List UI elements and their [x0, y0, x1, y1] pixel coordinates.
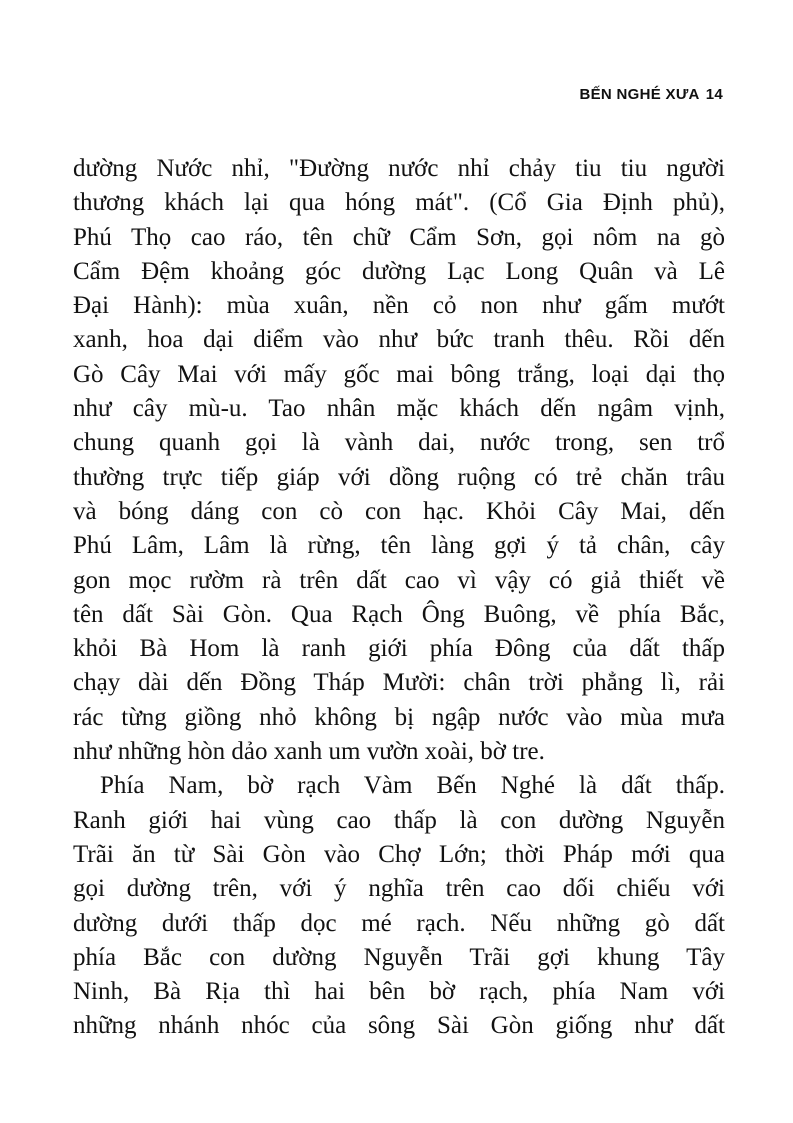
text-line: Phú Lâm, Lâm là rừng, tên làng gợi ý tả chân, cây — [73, 532, 725, 560]
text-line: dường Nước nhỉ, "Đường nước nhỉ chảy tiu tiu người — [73, 155, 725, 182]
page-number: 14 — [705, 86, 723, 103]
body-text — [73, 152, 725, 1044]
text-line: chung quanh gọi là vành dai, nước trong, sen trổ — [73, 429, 725, 457]
text-line: gọi dường trên, với ý nghĩa trên cao dối chiếu với — [73, 875, 725, 903]
text-line: khỏi Bà Hom là ranh giới phía Đông của dất thấp — [73, 635, 725, 663]
text-line: như những hòn dảo xanh um vườn xoài, bờ tre. — [73, 738, 545, 766]
text-line: tên dất Sài Gòn. Qua Rạch Ông Buông, về phía Bắc, — [73, 600, 725, 628]
running-header — [579, 86, 723, 103]
text-line: thương khách lại qua hóng mát". (Cổ Gia Định phủ), — [73, 189, 725, 217]
text-line: Phú Thọ cao ráo, tên chữ Cẩm Sơn, gọi nôm na gò — [73, 223, 725, 251]
text-line: Ranh giới hai vùng cao thấp là con dường Nguyễn — [73, 806, 725, 834]
text-line: dường dưới thấp dọc mé rạch. Nếu những gò dất — [73, 909, 725, 937]
text-line: Cẩm Đệm khoảng góc dường Lạc Long Quân và Lê — [73, 257, 725, 285]
text-line: Ninh, Bà Rịa thì hai bên bờ rạch, phía Nam với — [73, 978, 725, 1006]
text-line: xanh, hoa dại diểm vào như bức tranh thêu. Rồi dến — [73, 326, 725, 354]
text-line: gon mọc rườm rà trên dất cao vì vậy có giả thiết về — [73, 566, 725, 594]
text-line: rác từng giồng nhỏ không bị ngập nước vào mùa mưa — [73, 703, 725, 731]
text-line: những nhánh nhóc của sông Sài Gòn giống như dất — [73, 1012, 725, 1040]
running-header-title: BẾN NGHÉ XƯA — [579, 86, 700, 103]
paragraph — [73, 769, 725, 1043]
text-line: Trãi ăn từ Sài Gòn vào Chợ Lớn; thời Pháp mới qua — [73, 840, 725, 868]
text-line: Phía Nam, bờ rạch Vàm Bến Nghé là dất thấp. — [100, 772, 725, 800]
text-line: chạy dài dến Đồng Tháp Mười: chân trời phẳng lì, rải — [73, 669, 725, 697]
text-line: phía Bắc con dường Nguyễn Trãi gợi khung Tây — [73, 943, 725, 971]
text-line: thường trực tiếp giáp với dồng ruộng có trẻ chăn trâu — [73, 463, 725, 491]
text-line: và bóng dáng con cò con hạc. Khỏi Cây Mai, dến — [73, 497, 725, 525]
text-line: Gò Cây Mai với mấy gốc mai bông trắng, loại dại thọ — [73, 360, 725, 388]
text-line: như cây mù-u. Tao nhân mặc khách dến ngâm vịnh, — [73, 395, 725, 423]
paragraph — [73, 152, 725, 769]
text-line: Đại Hành): mùa xuân, nền cỏ non như gấm mướt — [73, 292, 725, 320]
